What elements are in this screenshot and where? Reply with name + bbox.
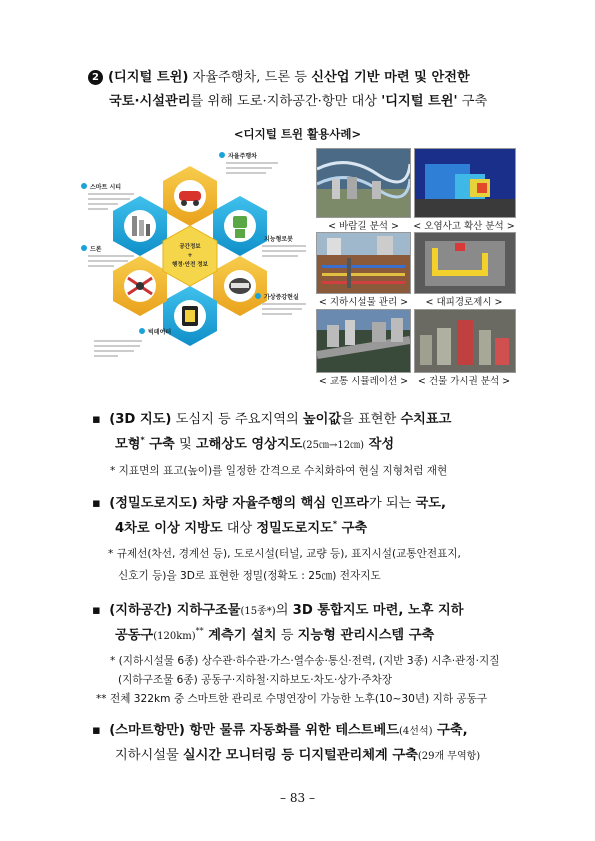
svg-text:드론: 드론: [90, 246, 102, 253]
center-line-1: 공간정보: [179, 244, 201, 250]
center-line-3: 행정·안전 정보: [172, 262, 208, 268]
heading-text: 자율주행차, 드론 등: [188, 70, 312, 85]
building-visibility-image: [415, 310, 515, 372]
heading-emphasis: 신산업 기반 마련 및 안전한: [311, 70, 470, 85]
heading-emphasis: 국토·시설관리: [109, 94, 191, 109]
label-autonomous: [219, 152, 278, 174]
heading-line-2: [109, 90, 487, 109]
note: * 규제선(차선, 경계선 등), 도로시설(터널, 교량 등), 표지시설(교통안전표지,: [108, 548, 461, 560]
center-line-2: +: [187, 252, 193, 259]
svg-text:가상증강현실: 가상증강현실: [264, 294, 299, 301]
hex-top-left: [113, 196, 167, 256]
photo-evacuation: [414, 232, 516, 294]
heading-number: 2: [88, 70, 103, 85]
svg-text:스마트 시티: 스마트 시티: [90, 184, 122, 191]
hex-diagram-svg: [80, 146, 310, 376]
bullet-mark: ▪: [92, 603, 101, 618]
hex-bottom-left: [113, 256, 167, 316]
hex-bottom-right: [213, 256, 267, 316]
hex-top: [163, 166, 217, 226]
bullet-smart-port-line-2: 지하시설물 실시간 모니터링 등 디지털관리체계 구축(29개 무역항): [115, 748, 481, 763]
label-drone: [81, 245, 134, 267]
figure-caption: <디지털 트윈 활용사례>: [233, 127, 362, 141]
svg-text:자율주행차: 자율주행차: [228, 153, 257, 160]
hex-bottom: [163, 286, 217, 346]
photo-pollution-spread: [414, 148, 516, 218]
photo-caption: < 대피경로제시 >: [425, 297, 503, 308]
heading-emphasis: '디지털 트윈': [381, 94, 458, 109]
bullet-underground-line-2: 공동구(120km)** 계측기 설치 등 지능형 관리시스템 구축: [115, 626, 435, 643]
photo-traffic-sim: [316, 309, 411, 373]
photo-caption: < 바람길 분석 >: [328, 221, 399, 232]
traffic-sim-image: [317, 310, 410, 372]
bullet-hd-road-map-line-2: 4차로 이상 지방도 대상 정밀도로지도* 구축: [115, 519, 368, 536]
photo-caption: < 건물 가시권 분석 >: [417, 376, 511, 387]
hex-center: [163, 226, 217, 286]
photo-underground: [316, 232, 411, 294]
bullet-mark: ▪: [92, 496, 101, 511]
svg-text:지능형로봇: 지능형로봇: [264, 236, 293, 243]
bullet-mark: ▪: [92, 412, 101, 427]
heading-line-1: [88, 66, 470, 85]
underground-image: [317, 233, 410, 293]
note: * (지하시설물 6종) 상수관·하수관·가스·열수송·통신·전력, (지반 3종) 시추·관정·지질: [110, 655, 500, 667]
heading-text: 구축: [457, 94, 488, 109]
photo-caption: < 지하시설물 관리 >: [318, 297, 409, 308]
pollution-spread-image: [415, 149, 515, 217]
bullet-3d-map-line-1: ▪ (3D 지도) 도심지 등 주요지역의 높이값을 표현한 수치표고: [92, 412, 452, 427]
wind-path-image: [317, 149, 410, 217]
page-number: – 83 –: [280, 791, 315, 805]
bullet-hd-road-map-line-1: ▪ (정밀도로지도) 차량 자율주행의 핵심 인프라가 되는 국도,: [92, 496, 447, 511]
note: * 지표면의 표고(높이)를 일정한 간격으로 수치화하여 현실 지형처럼 재현: [110, 465, 448, 477]
photo-caption: < 교통 시뮬레이션 >: [318, 376, 409, 387]
digital-twin-diagram: [80, 146, 310, 376]
heading-text: 를 위해 도로·지하공간·항만 대상: [190, 94, 382, 109]
hex-top-right: [213, 196, 267, 256]
bullet-mark: ▪: [92, 723, 101, 738]
bullet-3d-map-line-2: 모형* 구축 및 고해상도 영상지도(25㎝→12㎝) 작성: [115, 435, 395, 452]
svg-text:빅데이터: 빅데이터: [148, 329, 172, 336]
photo-building-visibility: [414, 309, 516, 373]
photo-caption: < 오염사고 확산 분석 >: [413, 221, 515, 232]
note: (지하구조물 6종) 공동구·지하철·지하보도·차도·상가·주차장: [118, 674, 392, 686]
label-big-data: [94, 328, 171, 357]
evacuation-image: [415, 233, 515, 293]
bullet-underground-line-1: ▪ (지하공간) 지하구조물(15종*)의 3D 통합지도 마련, 노후 지하: [92, 603, 464, 618]
note: 신호기 등)을 3D로 표현한 정밀(정확도 : 25㎝) 전자지도: [118, 570, 381, 582]
bullet-smart-port-line-1: ▪ (스마트항만) 항만 물류 자동화를 위한 테스트베드(4선석) 구축,: [92, 723, 468, 738]
heading-topic: (디지털 트윈): [108, 70, 189, 85]
note: ** 전체 322km 중 스마트한 관리로 수명연장이 가능한 노후(10~30년) 지하 공동구: [96, 693, 488, 705]
photo-wind-path: [316, 148, 411, 218]
